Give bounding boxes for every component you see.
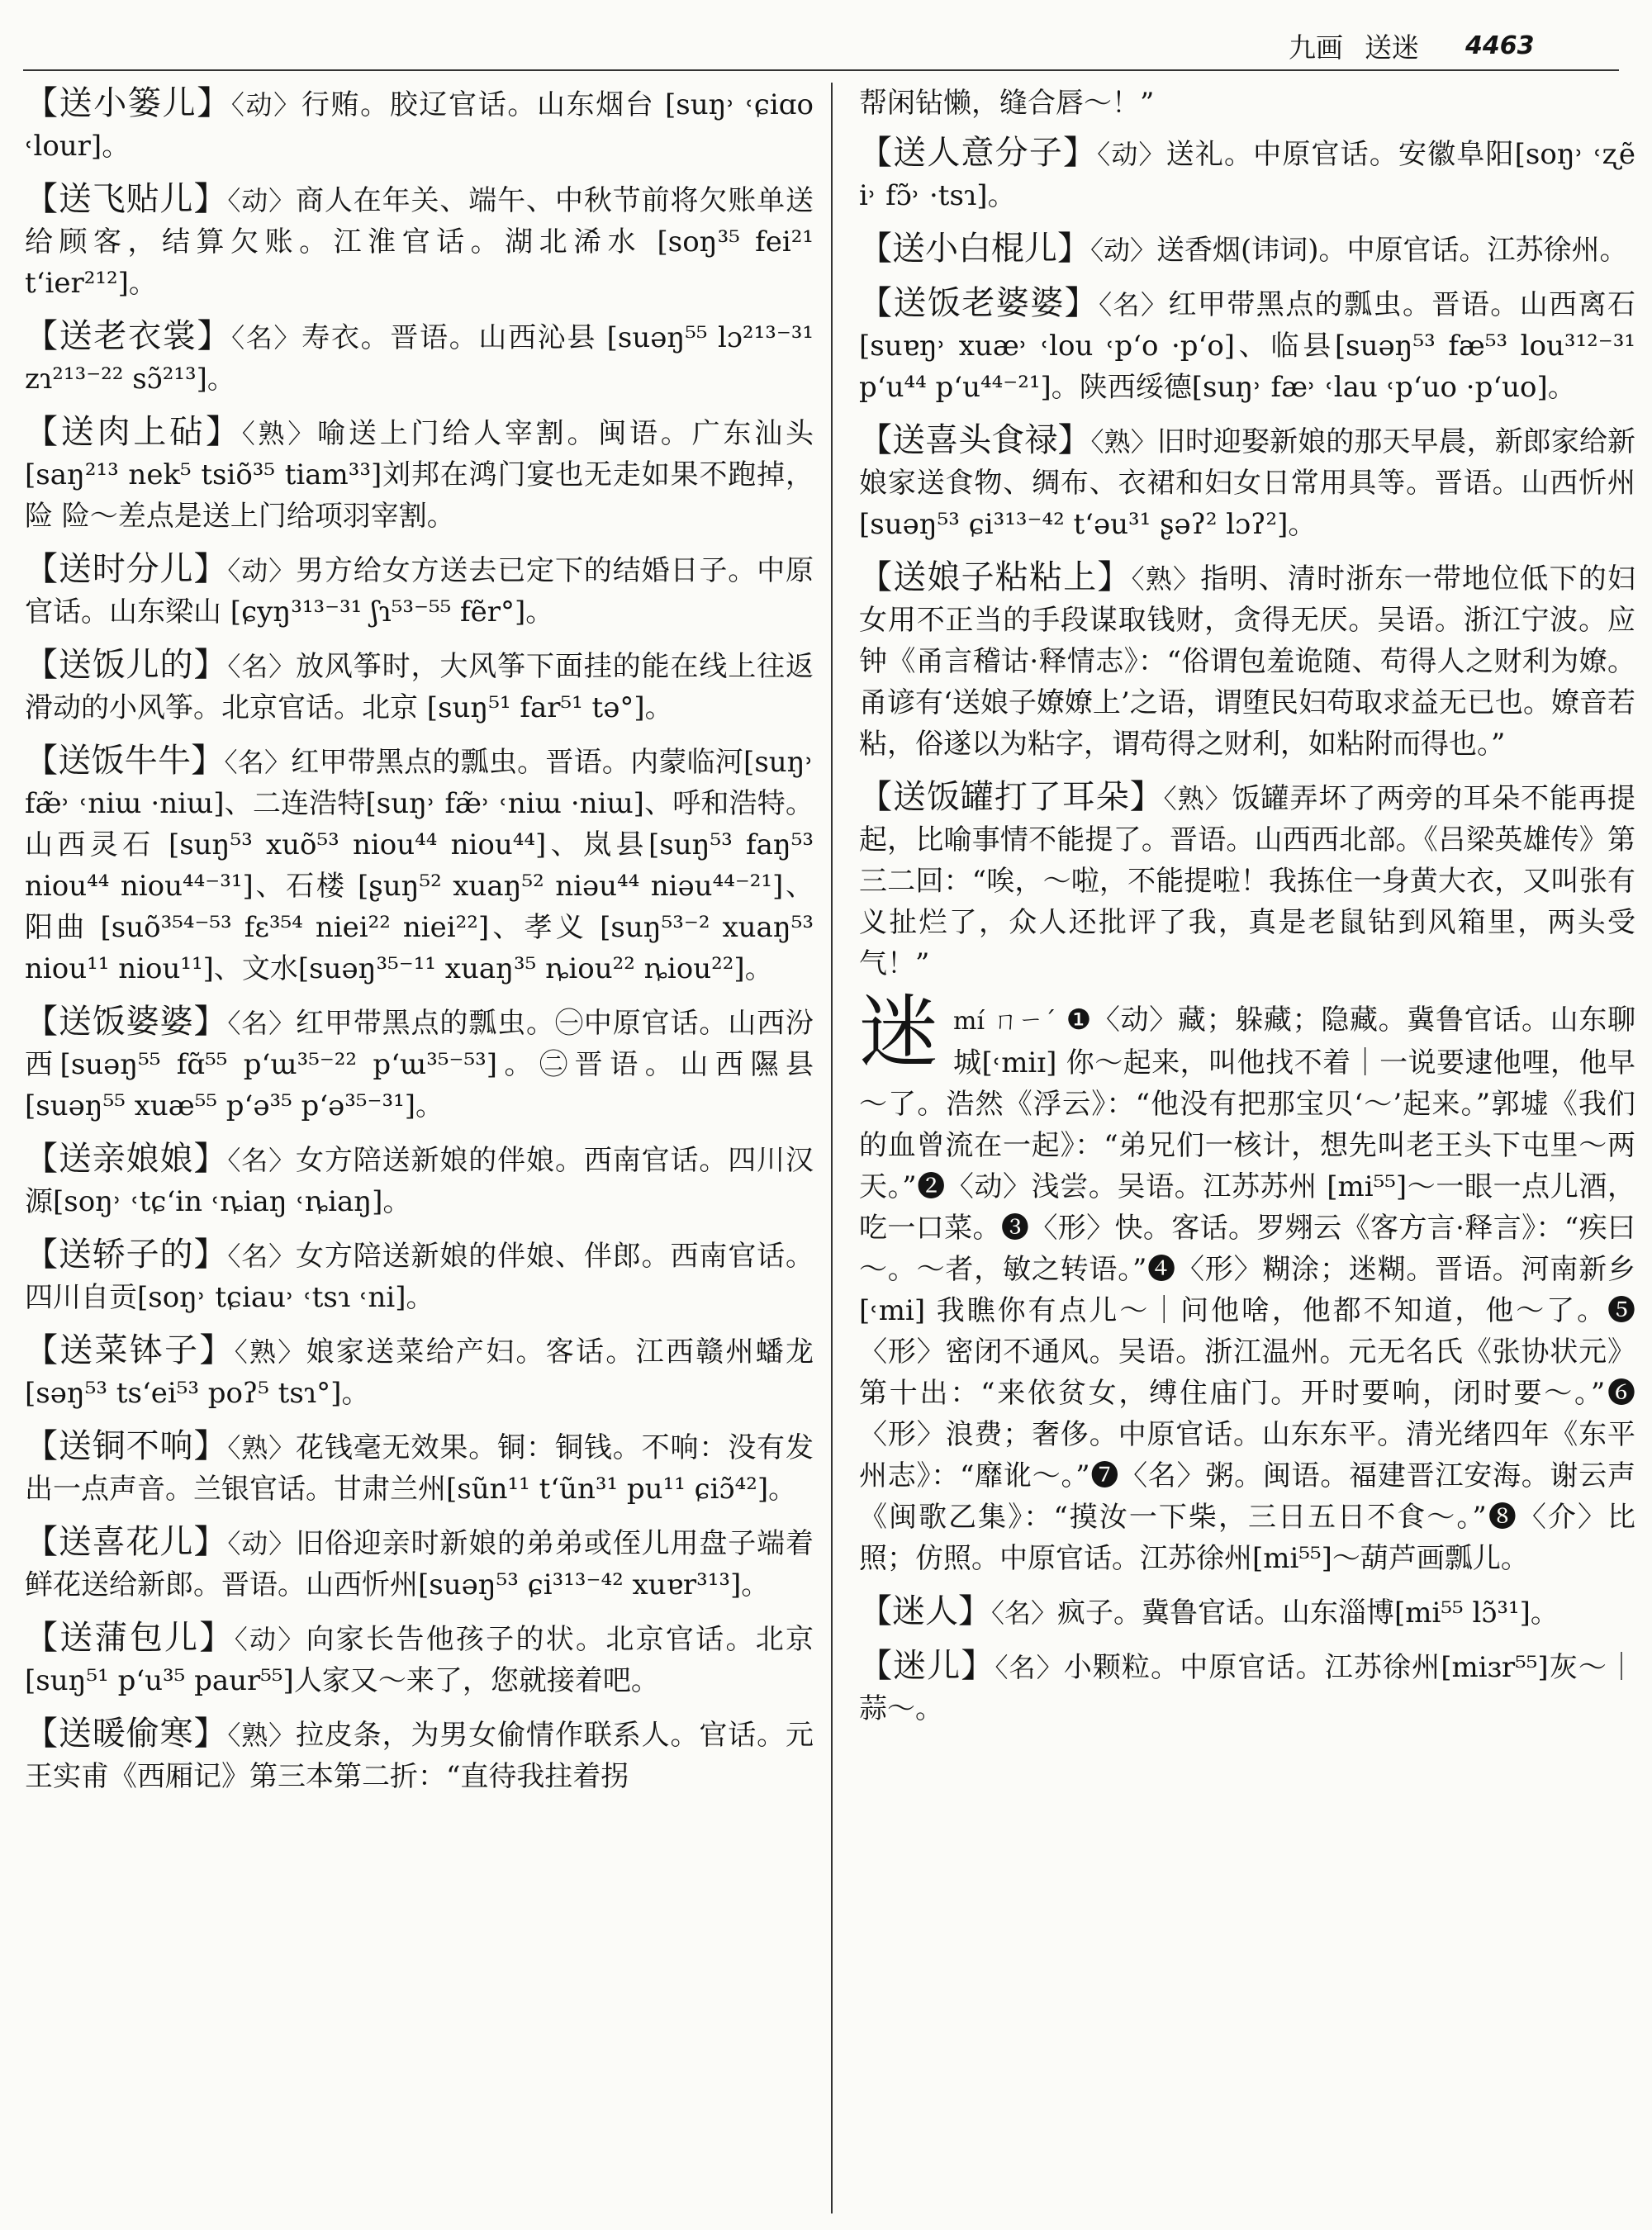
- bracket-open: 【: [25, 742, 59, 780]
- entry-body: 商人在年关、端午、中秋节前将欠账单送给顾客，结算欠账。江淮官话。湖北浠水 [soŋ³⁵ fei²¹ tʻier²¹²]。: [25, 184, 814, 300]
- bracket-close: 】: [193, 1523, 228, 1561]
- entry-headword: 送饭罐打了耳朵: [892, 778, 1130, 816]
- entry-pos: 〈熟〉: [1131, 563, 1201, 595]
- bracket-open: 【: [859, 1592, 892, 1630]
- entry-headword: 送肉上砧: [60, 413, 206, 451]
- entry-pos: 〈熟〉: [1163, 783, 1232, 814]
- bracket-open: 【: [859, 558, 894, 596]
- dictionary-entry: [25, 644, 814, 728]
- bracket-open: 【: [859, 778, 893, 816]
- entry-pos: 〈动〉: [1097, 139, 1166, 170]
- entry-body: 红甲带黑点的瓢虫。㊀中原官话。山西汾西[suəŋ⁵⁵ fɑ̃⁵⁵ pʻɯ³⁵⁻²² pʻɯ³⁵⁻⁵³]。㊁晋语。山西隰县 [suəŋ⁵⁵ xuæ⁵⁵ pʻə³⁵ pʻə³⁵⁻³¹]。: [25, 1007, 814, 1122]
- entry-body: 放风筝时，大风筝下面挂的能在线上往返滑动的小风筝。北京官话。北京 [suŋ⁵¹ far⁵¹ tə°]。: [25, 650, 814, 724]
- bracket-open: 【: [25, 317, 59, 355]
- dictionary-entry: [25, 178, 814, 304]
- dictionary-entry: [25, 1713, 814, 1797]
- entry-body: 拉皮条，为男女偷情作联系人。官话。元王实甫《西厢记》第三本第二折：“直待我拄着拐: [25, 1719, 814, 1793]
- dictionary-entry: [859, 420, 1635, 545]
- mi-pinyin: mí ㄇㄧˊ: [953, 1007, 1057, 1036]
- entry-pos: 〈熟〉: [241, 418, 318, 449]
- dictionary-entry: [859, 132, 1635, 216]
- bracket-open: 【: [859, 230, 892, 268]
- dictionary-entry: [25, 1001, 814, 1127]
- entry-headword: 送饭牛牛: [58, 742, 192, 780]
- entry-pos: 〈动〉: [227, 555, 296, 586]
- bracket-close: 】: [1057, 421, 1091, 459]
- bracket-open: 【: [25, 1619, 60, 1657]
- dictionary-entry: [25, 1521, 814, 1606]
- entry-pos: 〈动〉: [1090, 235, 1157, 266]
- entry-headword: 送轿子的: [58, 1236, 194, 1274]
- entry-pos: 〈名〉: [995, 1652, 1064, 1683]
- bracket-open: 【: [25, 1140, 59, 1178]
- dictionary-entry: [25, 316, 814, 400]
- dictionary-entry: [859, 557, 1635, 765]
- bracket-close: 】: [961, 1647, 995, 1685]
- entry-headword: 送娘子粘粘上: [893, 558, 1098, 596]
- dictionary-entry: [859, 1591, 1635, 1634]
- entry-body: 娘家送菜给产妇。客话。江西赣州蟠龙[səŋ⁵³ tsʻei⁵³ poʔ⁵ tsɿ°]。: [25, 1336, 814, 1410]
- mi-headchar: 迷: [859, 986, 938, 1079]
- entry-headword: 迷人: [892, 1592, 958, 1630]
- bracket-close: 】: [193, 1427, 228, 1465]
- entry-headword: 送饭老婆婆: [893, 284, 1065, 322]
- entry-pos: 〈名〉: [991, 1597, 1058, 1629]
- entry-pos: 〈名〉: [227, 651, 296, 682]
- dictionary-entry: [25, 1330, 814, 1414]
- entry-pos: 〈动〉: [234, 1624, 306, 1655]
- continuation-text: 帮闲钻懒，缝合唇～！”: [859, 87, 1155, 120]
- entry-headword: 迷儿: [893, 1647, 961, 1685]
- dictionary-entry: [25, 548, 814, 633]
- page-number: 4463: [1465, 31, 1535, 60]
- entry-body: 花钱毫无效果。铜：铜钱。不响：没有发出一点声音。兰银官话。甘肃兰州[sũn¹¹ tʻũn³¹ pu¹¹ ɕiɔ̃⁴²]。: [25, 1431, 814, 1506]
- bracket-close: 】: [193, 1236, 228, 1274]
- bracket-open: 【: [859, 134, 894, 172]
- bracket-close: 】: [205, 413, 242, 451]
- entry-body: 饭罐弄坏了两旁的耳朵不能再提起，比喻事情不能提了。晋语。山西西北部。《吕梁英雄传》第三二回：“唉，～啦，不能提啦！我拣住一身黄大衣，又叫张有义扯烂了，众人还批评了我，真是老鼠钻到风箱里，两头受气！”: [859, 782, 1635, 980]
- dictionary-entry: [25, 83, 814, 167]
- entry-headword: 送飞贴儿: [58, 180, 194, 218]
- entry-body: 喻送上门给人宰割。闽语。广东汕头[saŋ²¹³ nek⁵ tsiõ³⁵ tiam³³]刘邦在鸿门宴也无走如果不跑掉，险 险～差点是送上门给项羽宰割。: [25, 417, 814, 533]
- entry-headword: 送饭儿的: [58, 646, 194, 684]
- bracket-open: 【: [859, 421, 893, 459]
- bracket-close: 】: [193, 1140, 228, 1178]
- dictionary-entry: [859, 1645, 1635, 1729]
- bracket-open: 【: [25, 1236, 59, 1274]
- bracket-open: 【: [25, 413, 61, 451]
- right-column: [859, 83, 1635, 2213]
- entry-headword: 送暖偷寒: [58, 1715, 194, 1753]
- entry-body: 小颗粒。中原官话。江苏徐州[miɜr⁵⁵]灰～｜蒜～。: [859, 1651, 1635, 1725]
- bracket-close: 】: [193, 646, 228, 684]
- entry-headword: 送铜不响: [58, 1427, 194, 1465]
- entry-headword: 送喜花儿: [58, 1523, 194, 1561]
- bracket-close: 】: [197, 84, 231, 122]
- entry-pos: 〈熟〉: [234, 1336, 306, 1368]
- bracket-close: 】: [1063, 134, 1098, 172]
- entry-body: 旧时迎娶新娘的那天早晨，新郎家给新娘家送食物、绸布、衣裙和妇女日常用具等。晋语。山西忻州[suəŋ⁵³ ɕi³¹³⁻⁴² tʻəu³¹ ʂəʔ² lɔʔ²]。: [859, 425, 1635, 541]
- dictionary-entry: [25, 1138, 814, 1222]
- entry-body: 红甲带黑点的瓢虫。晋语。内蒙临河[suŋ˒ fæ̃˒ ˓niɯ ·niɯ]、二连浩特[suŋ˒ fæ̃˒ ˓niɯ ·niɯ]、呼和浩特。山西灵石 [suŋ⁵³ xuõ⁵³ niou⁴⁴ niou⁴⁴]、岚县[suŋ⁵³ faŋ⁵³ niou⁴⁴ niou⁴⁴⁻³¹]、石楼 [ʂuŋ⁵² xuaŋ⁵² niəu⁴⁴ niəu⁴⁴⁻²¹]、阳曲 [suõ³⁵⁴⁻⁵³ fɛ³⁵⁴ niei²² niei²²]、孝义 [suŋ⁵³⁻² xuaŋ⁵³ niou¹¹ niou¹¹]、文水[suəŋ³⁵⁻¹¹ xuaŋ³⁵ ȵiou²² ȵiou²²]。: [25, 746, 814, 985]
- entry-pos: 〈名〉: [231, 322, 302, 353]
- bracket-close: 】: [193, 1003, 228, 1041]
- bracket-close: 】: [1057, 230, 1090, 268]
- bracket-open: 【: [25, 646, 59, 684]
- entry-headword: 送老衣裳: [59, 317, 197, 355]
- bracket-close: 】: [191, 742, 225, 780]
- bracket-open: 【: [25, 1331, 60, 1369]
- mi-body: ❶〈动〉藏；躲藏；隐藏。冀鲁官话。山东聊城[˓miɪ] 你～起来，叫他找不着｜一说要逮他哩，他早～了。浩然《浮云》：“他没有把那宝贝‘～’起来。”郭墟《我们的血曾流在一起》：“弟兄们一核计，想先叫老王头下屯里～两天。”❷〈动〉浅尝。吴语。江苏苏州 [mi⁵⁵]～一眼一点儿酒，吃一口菜。❸〈形〉快。客话。罗翙云《客方言·释言》：“疾曰～。～者，敏之转语。”❹〈形〉糊涂；迷糊。晋语。河南新乡 [˓mi] 我瞧你有点儿～｜问他啥，他都不知道，他～了。❺〈形〉密闭不通风。吴语。浙江温州。元无名氏《张协状元》第十出：“来依贫女，缚住庙门。开时要响，闭时要～。”❻〈形〉浪费；奢侈。中原官话。山东东平。清光绪四年《东平州志》：“靡讹～。”❼〈名〉粥。闽语。福建晋江安海。谢云声《闽歌乙集》：“摸汝一下柴，三日五日不食～。”❽〈介〉比照；仿照。中原官话。江苏徐州[mi⁵⁵]～葫芦画瓢儿。: [859, 1004, 1635, 1575]
- entry-body: 向家长告他孩子的状。北京官话。北京[suŋ⁵¹ pʻu³⁵ paur⁵⁵]人家又～来了，您就接着吧。: [25, 1623, 814, 1697]
- entry-headword: 送喜头食禄: [892, 421, 1058, 459]
- entry-pos: 〈动〉: [227, 185, 296, 216]
- dictionary-entry: [859, 776, 1635, 985]
- dictionary-entry: [25, 1617, 814, 1701]
- bracket-close: 】: [199, 1619, 235, 1657]
- bracket-close: 】: [958, 1592, 991, 1630]
- entry-pos: 〈熟〉: [1090, 426, 1157, 458]
- bracket-close: 】: [1129, 778, 1164, 816]
- entry-pos: 〈名〉: [224, 747, 292, 778]
- entry-pos: 〈名〉: [227, 1145, 296, 1176]
- bracket-open: 【: [25, 180, 59, 218]
- entry-headword: 送人意分子: [893, 134, 1063, 172]
- entry-headword: 送亲娘娘: [58, 1140, 194, 1178]
- entry-pos: 〈熟〉: [227, 1432, 296, 1464]
- entry-headword: 送菜钵子: [59, 1331, 200, 1369]
- mi-entry: [859, 986, 1635, 1579]
- entry-body: 送香烟(讳词)。中原官话。江苏徐州。: [1156, 234, 1628, 267]
- entry-headword: 送时分儿: [58, 550, 194, 588]
- entry-pos: 〈熟〉: [227, 1720, 296, 1751]
- bracket-open: 【: [25, 1715, 59, 1753]
- bracket-open: 【: [25, 84, 59, 122]
- entry-pos: 〈动〉: [227, 1528, 296, 1559]
- bracket-open: 【: [25, 1003, 59, 1041]
- entry-headword: 送小白棍儿: [892, 230, 1057, 268]
- bracket-open: 【: [859, 284, 894, 322]
- bracket-close: 】: [197, 317, 232, 355]
- entry-pos: 〈名〉: [227, 1241, 296, 1272]
- entry-body: 女方陪送新娘的伴娘。西南官话。四川汉源[soŋ˒ ˓tɕʻin ˓ȵiaŋ ˓ȵiaŋ]。: [25, 1144, 814, 1218]
- section-chars: 送迷: [1365, 31, 1419, 64]
- entry-body: 疯子。冀鲁官话。山东淄博[mi⁵⁵ lɔ̃³¹]。: [1057, 1597, 1559, 1630]
- entry-body: 男方给女方送去已定下的结婚日子。中原官话。山东梁山 [ɕyŋ³¹³⁻³¹ ʃɿ⁵³⁻⁵⁵ fẽr°]。: [25, 554, 814, 629]
- header-rule: [23, 69, 1619, 71]
- left-column: [25, 83, 814, 2213]
- entry-pos: 〈动〉: [230, 89, 301, 121]
- bracket-open: 【: [25, 1427, 59, 1465]
- entry-pos: 〈名〉: [227, 1008, 296, 1039]
- entry-headword: 送饭婆婆: [58, 1003, 194, 1041]
- bracket-open: 【: [25, 1523, 59, 1561]
- entry-body: 红甲带黑点的瓢虫。晋语。山西离石[suɐŋ˒ xuæ˒ ˓lou ˓pʻo ·pʻo]、临县[suəŋ⁵³ fæ⁵³ lou³¹²⁻³¹ pʻu⁴⁴ pʻu⁴⁴⁻²¹]。陕西绥德[suŋ˒ fæ˒ ˓lau ˓pʻuo ·pʻuo]。: [859, 288, 1635, 404]
- bracket-close: 】: [1064, 284, 1099, 322]
- bracket-open: 【: [25, 550, 59, 588]
- entry-body: 送礼。中原官话。安徽阜阳[soŋ˒ ˓ʐẽ i˒ fɔ̃˒ ·tsɿ]。: [859, 138, 1635, 212]
- entry-body: 女方陪送新娘的伴娘、伴郎。西南官话。四川自贡[soŋ˒ tɕiau˒ ˓tsɿ ˓ni]。: [25, 1240, 814, 1314]
- bracket-close: 】: [199, 1331, 235, 1369]
- page-header: [1289, 25, 1635, 66]
- dictionary-entry: [25, 740, 814, 989]
- entry-headword: 送蒲包儿: [59, 1619, 200, 1657]
- dictionary-entry: [859, 228, 1635, 271]
- dictionary-entry: [25, 1426, 814, 1510]
- bracket-close: 】: [1097, 558, 1132, 596]
- entry-body: 指明、清时浙东一带地位低下的妇女用不正当的手段谋取钱财，贪得无厌。吴语。浙江宁波。应钟《甬言稽诂·释情志》：“俗谓包羞诡随、苟得人之财利为嫽。甬谚有‘送娘子嫽嫽上’之语，谓堕民妇苟取求益无已也。嫽音若粘，俗遂以为粘字，谓苟得之财利，如粘附而得也。”: [859, 562, 1635, 761]
- entry-body: 寿衣。晋语。山西沁县 [suəŋ⁵⁵ lɔ²¹³⁻³¹ zɿ²¹³⁻²² sɔ̃²¹³]。: [25, 321, 814, 396]
- bracket-open: 【: [859, 1647, 894, 1685]
- entry-headword: 送小篓儿: [59, 84, 197, 122]
- column-divider: [831, 83, 833, 2213]
- dictionary-entry: [859, 282, 1635, 408]
- entry-body: 旧俗迎亲时新娘的弟弟或侄儿用盘子端着鲜花送给新郎。晋语。山西忻州[suəŋ⁵³ ɕi³¹³⁻⁴² xuɐr³¹³]。: [25, 1527, 814, 1601]
- bracket-close: 】: [193, 550, 228, 588]
- dictionary-entry: [25, 411, 814, 537]
- entry-body: 行贿。胶辽官话。山东烟台 [suŋ˒ ˓ɕiɑo ˓lour]。: [25, 88, 814, 163]
- entry-pos: 〈名〉: [1099, 289, 1169, 320]
- section-label: 九画: [1289, 31, 1343, 64]
- bracket-close: 】: [193, 180, 228, 218]
- dictionary-entry: [25, 1234, 814, 1318]
- bracket-close: 】: [193, 1715, 228, 1753]
